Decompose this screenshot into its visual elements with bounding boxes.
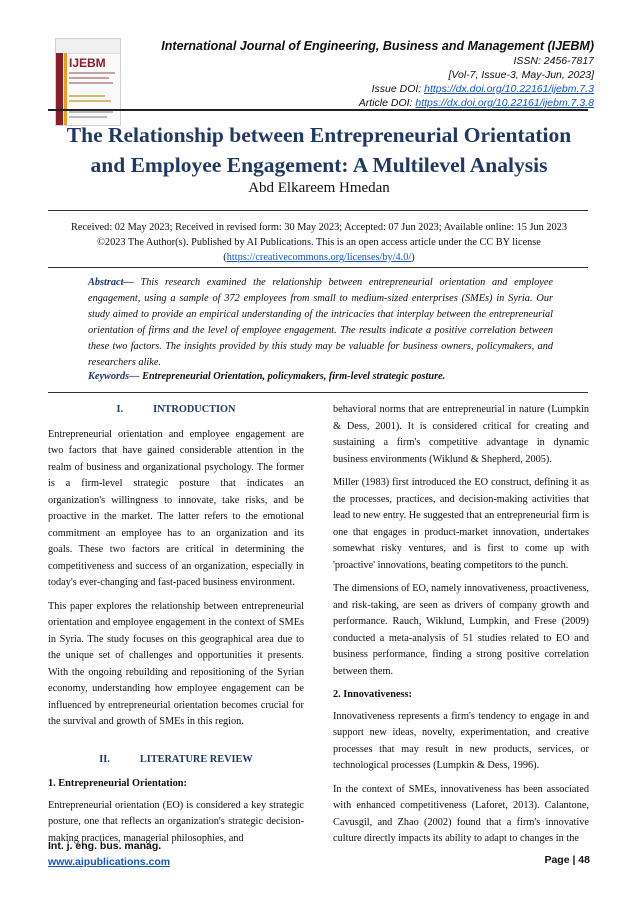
license-line: ©2023 The Author(s). Published by AI Publications. This is an open access article under the CC BY license (97, 237, 541, 248)
issue-doi-label: Issue DOI: (371, 83, 425, 95)
volume-info: [Vol-7, Issue-3, May-Jun, 2023] (448, 69, 594, 81)
paren: ) (411, 252, 415, 263)
issue-doi-line (161, 82, 594, 96)
section-number: I. (116, 404, 124, 415)
paragraph: Miller (1983) first introduced the EO construct, defining it as the processes, practices, and decision-making activities that lead to new entry. He suggested that an entrepreneurial firm is one that engages in product-market innovation, undertakes somewhat risky ventures, and is first to come up with 'proactive' innovations, beating competitors to the punch. (333, 477, 589, 571)
publication-dates (60, 220, 578, 265)
paragraph: Innovativeness represents a firm's tendency to engage in and support new ideas, novelty, experimentation, and creative processes that may result in new products, services, or technological processes (Lumpkin & Dess, 1996). (333, 710, 589, 771)
license-url-line (60, 250, 578, 265)
left-column (48, 402, 304, 854)
logo-line (69, 77, 109, 79)
logo-header-strip (56, 39, 120, 54)
abstract-text: This research examined the relationship between entrepreneurial orientation and employee engagement, using a sample of 372 employees from small to medium-sized enterprises (SMEs) in Syria. Our study aimed to provide an empirical understanding of the intricacies that interplay between the entrepreneurial orientation of firms and the level of employee engagement. The results indicate a positive correlation between these two factors. The insights provided by this study may be valuable for business owners, policymakers, and researchers alike. (88, 277, 553, 368)
logo-line (69, 82, 113, 84)
section-heading-introduction (48, 402, 304, 419)
logo-line (69, 116, 107, 118)
logo-line (69, 72, 115, 74)
divider (48, 210, 588, 211)
paragraph: behavioral norms that are entrepreneurial in nature (Lumpkin & Dess, 2001). It is considered critical for creating and sustaining a firm's competitive advantage in dynamic business environments (Wiklund & Shepherd, 2005). (333, 404, 589, 465)
paragraph: In the context of SMEs, innovativeness has been associated with enhanced competitiveness (Laforet, 2013). Calantone, Cavusgil, and Zhao (2002) found that a firm's innovative culture directly impacts its ability to adapt to changes in the (333, 783, 589, 844)
title-line-2: and Employee Engagement: A Multilevel Analysis (90, 153, 548, 177)
paragraph: Entrepreneurial orientation (EO) is considered a key strategic posture, one that reflects an organization's strategic decision-making practices, managerial philosophies, and (48, 799, 304, 844)
journal-info (161, 38, 594, 110)
logo-title: IJEBM (69, 56, 106, 70)
logo-line (69, 95, 105, 97)
article-doi-label: Article DOI: (358, 97, 416, 109)
keywords-text: Entrepreneurial Orientation, policymakers, firm-level strategic posture. (139, 371, 446, 382)
subsection-heading: 2. Innovativeness: (333, 689, 412, 700)
logo-line (69, 100, 111, 102)
abstract-label: Abstract— (88, 277, 134, 288)
journal-name: International Journal of Engineering, Business and Management (IJEBM) (161, 39, 594, 53)
keywords-label: Keywords— (88, 371, 140, 382)
license-link[interactable]: https://creativecommons.org/licenses/by/4.0/ (226, 252, 412, 263)
paper-title (40, 120, 598, 180)
paragraph: Entrepreneurial orientation and employee engagement are two factors that have gained considerable attention in the realm of business and organizational psychology. The former is a firm-level strategic posture that indicates an organization's willingness to innovate, take risks, and be proactive in the market. The latter refers to the emotional commitment an employee has to an organization and its goals. These two factors are critical in determining the competitiveness and success of an organization, especially in today's ever-changing and fast-paced business environment. (48, 428, 304, 588)
section-heading-literature-review (48, 752, 304, 769)
subsection-heading: 1. Entrepreneurial Orientation: (48, 778, 187, 789)
abstract (88, 275, 553, 371)
dates-line: Received: 02 May 2023; Received in revised form: 30 May 2023; Accepted: 07 Jun 2023; Available online: 15 Jun 2023 (71, 222, 567, 233)
section-number: II. (99, 753, 110, 765)
article-doi-link[interactable]: https://dx.doi.org/10.22161/ijebm.7.3.8 (415, 97, 594, 109)
divider (48, 267, 588, 268)
article-doi-line (161, 96, 594, 110)
issue-doi-link[interactable]: https://dx.doi.org/10.22161/ijebm.7.3 (424, 83, 594, 95)
journal-abbreviation: Int. j. eng. bus. manag. (48, 840, 162, 852)
footer-left (48, 838, 170, 870)
divider (48, 392, 588, 393)
title-line-1: The Relationship between Entrepreneurial Orientation (66, 123, 572, 147)
logo-line (69, 111, 113, 113)
author-name: Abd Elkareem Hmedan (248, 180, 390, 196)
journal-logo (55, 38, 121, 126)
page-number: Page | 48 (544, 854, 590, 866)
header-rule (48, 109, 588, 111)
section-title: LITERATURE REVIEW (139, 753, 253, 765)
right-column (333, 402, 589, 855)
logo-band (56, 53, 63, 125)
logo-band-accent (64, 53, 67, 125)
paren: ( (223, 252, 227, 263)
paragraph: This paper explores the relationship between entrepreneurial orientation and employee engagement in the context of SMEs in Syria. The study focuses on this geographical area due to the unique set of challenges and opportunities it presents. With the ongoing rebuilding and repositioning of the Syrian economy, understanding how employee engagement can be influenced by entrepreneurial orientation becomes crucial for the survival and growth of SMEs in this region. (48, 600, 304, 727)
website-link[interactable]: www.aipublications.com (48, 856, 171, 868)
section-title: INTRODUCTION (153, 404, 236, 415)
issn: ISSN: 2456-7817 (513, 55, 594, 67)
paragraph: The dimensions of EO, namely innovativeness, proactiveness, and risk-taking, are seen as drivers of company growth and performance. Rauch, Wiklund, Lumpkin, and Frese (2009) conducted a meta-analysis of 51 studies related to EO and business performance, finding a strong positive correlation between them. (333, 583, 589, 677)
keywords (88, 370, 558, 384)
